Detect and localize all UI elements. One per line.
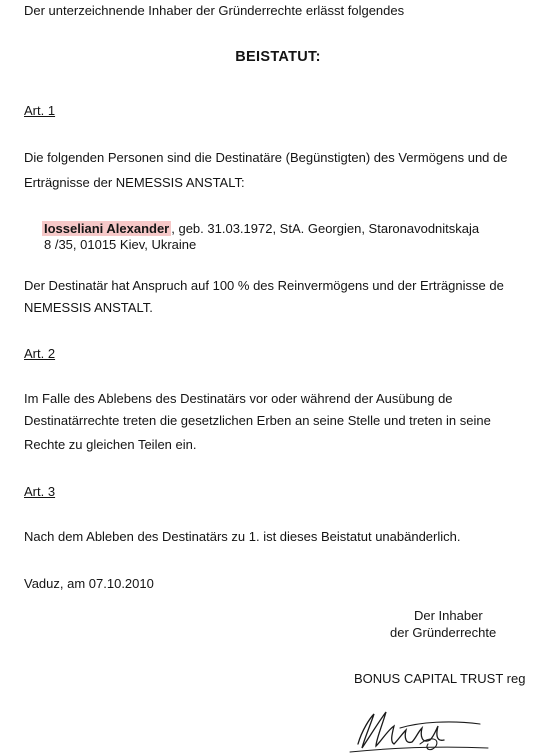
beneficiary-details: , geb. 31.03.1972, StA. Georgien, Staronavodnitskaja [171,221,480,236]
document-title: BEISTATUT: [235,49,321,65]
beneficiary-line [44,221,479,237]
beneficiary-address: 8 /35, 01015 Kiev, Ukraine [44,237,197,252]
art1-heading: Art. 1 [24,103,56,118]
art2-line1: Im Falle des Ablebens des Destinatärs vor oder während der Ausübung de [24,391,453,406]
signatory-line1: Der Inhaber [414,608,483,623]
handwritten-signature [340,700,490,756]
art3-line1: Nach dem Ableben des Destinatärs zu 1. ist dieses Beistatut unabänderlich. [24,529,461,544]
beneficiary-name: Iosseliani Alexander [44,221,170,236]
art2-line2: Destinatärrechte treten die gesetzlichen Erben an seine Stelle und treten in seine [24,413,491,428]
art1-claim-line1: Der Destinatär hat Anspruch auf 100 % des Reinvermögens und der Erträgnisse de [24,278,504,293]
intro-line: Der unterzeichnende Inhaber der Gründerrechte erlässt folgendes [24,3,405,18]
art2-line3: Rechte zu gleichen Teilen ein. [24,437,197,452]
place-date: Vaduz, am 07.10.2010 [24,576,154,591]
art1-text-line2: Erträgnisse der NEMESSIS ANSTALT: [24,175,245,190]
art3-heading: Art. 3 [24,484,56,499]
signatory-line2: der Gründerrechte [390,625,497,640]
company-name: BONUS CAPITAL TRUST reg [354,671,526,686]
art1-text-line1: Die folgenden Personen sind die Destinatäre (Begünstigten) des Vermögens und de [24,150,508,165]
art1-claim-line2: NEMESSIS ANSTALT. [24,300,153,315]
art2-heading: Art. 2 [24,346,56,361]
